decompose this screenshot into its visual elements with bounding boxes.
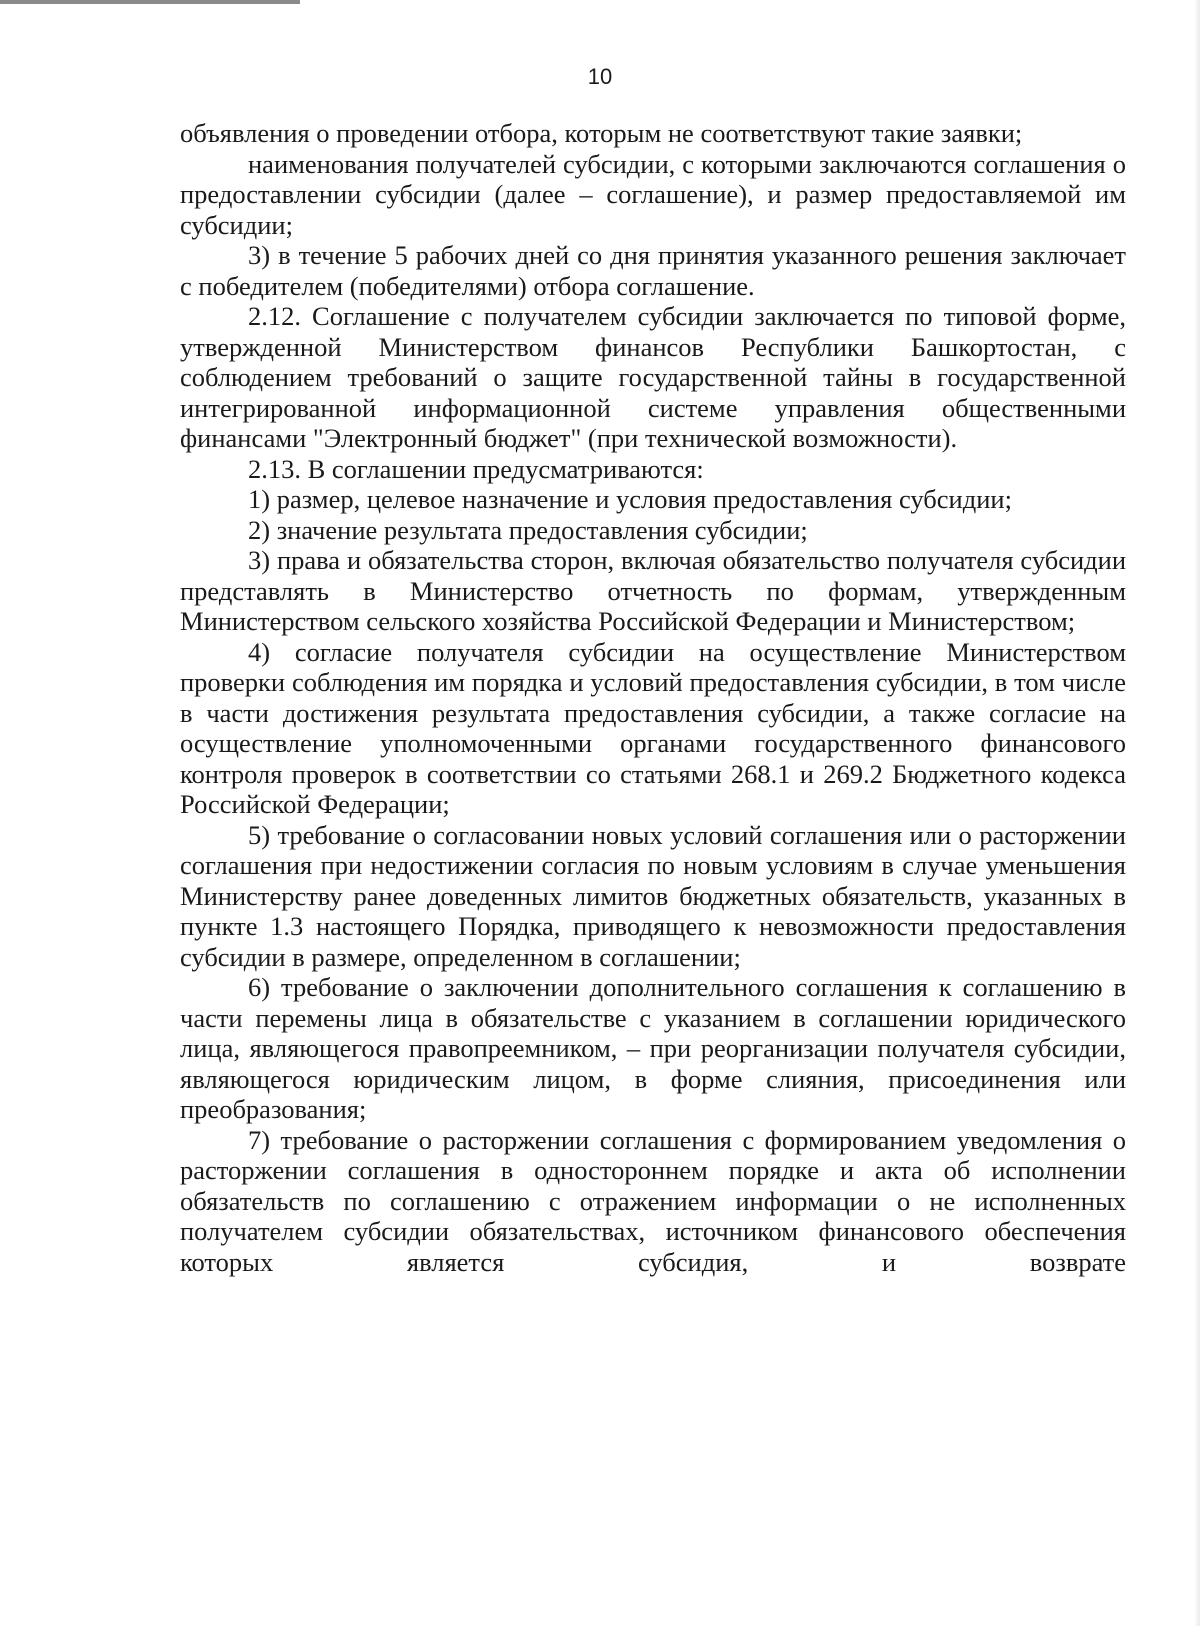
scan-shadow: [1194, 0, 1200, 1626]
paragraph-2: наименования получателей субсидии, с которыми заключаются соглашения о предоставлении субсидии (далее – соглашение), и размер предоставляемой им субсидии;: [180, 148, 1126, 240]
paragraph-10: 5) требование о согласовании новых условий соглашения или о расторжении соглашения при недостижении согласия по новым условиям в случае уменьшения Министерству ранее доведенных лимитов бюджетных обязательств, указанных в пункте 1.3 настоящего Порядка, приводящего к невозможности предоставления субсидии в размере, определенном в соглашении;: [180, 819, 1126, 972]
paragraph-4: 2.12. Соглашение с получателем субсидии заключается по типовой форме, утвержденной Министерством финансов Республики Башкортостан, с соблюдением требований о защите государственной тайны в государственной интегрированной информационной системе управления общественными финансами "Электронный бюджет" (при технической возможности).: [180, 301, 1126, 453]
paragraph-6: 1) размер, целевое назначение и условия предоставления субсидии;: [248, 484, 1012, 514]
paragraph-5: 2.13. В соглашении предусматриваются:: [248, 453, 704, 484]
paragraph-11: 6) требование о заключении дополнительного соглашения к соглашению в части перемены лица в обязательстве с указанием в соглашении юридического лица, являющегося правопреемником, – при реорганизации получателя субсидии, являющегося юридическим лицом, в форме слияния, присоединения или преобразования;: [180, 972, 1126, 1124]
paragraph-9: 4) согласие получателя субсидии на осуществление Министерством проверки соблюдения им порядка и условий предоставления субсидии, в том числе в части достижения результата предоставления субсидии, а также согласие на осуществление уполномоченными органами государственного финансового контроля проверок в соответствии со статьями 268.1 и 269.2 Бюджетного кодекса Российской Федерации;: [180, 636, 1126, 819]
document-body: [180, 118, 1126, 1277]
scan-edge-mark: [0, 0, 300, 4]
paragraph-7: 2) значение результата предоставления субсидии;: [248, 514, 808, 545]
paragraph-3: 3) в течение 5 рабочих дней со дня принятия указанного решения заключает с победителем (победителями) отбора соглашение.: [180, 240, 1126, 301]
page-number: 10: [587, 64, 613, 89]
paragraph-8: 3) права и обязательства сторон, включая обязательство получателя субсидии представлять в Министерство отчетность по формам, утвержденным Министерством сельского хозяйства Российской Федерации и Министерством;: [180, 545, 1126, 636]
paragraph-12: 7) требование о расторжении соглашения с формированием уведомления о расторжении соглашения в одностороннем порядке и акта об исполнении обязательств по соглашению с отражением информации о не исполненных получателем субсидии обязательствах, источником финансового обеспечения которых является субсидия, и возврате: [180, 1124, 1126, 1277]
paragraph-1: объявления о проведении отбора, которым не соответствуют такие заявки;: [180, 118, 1023, 148]
